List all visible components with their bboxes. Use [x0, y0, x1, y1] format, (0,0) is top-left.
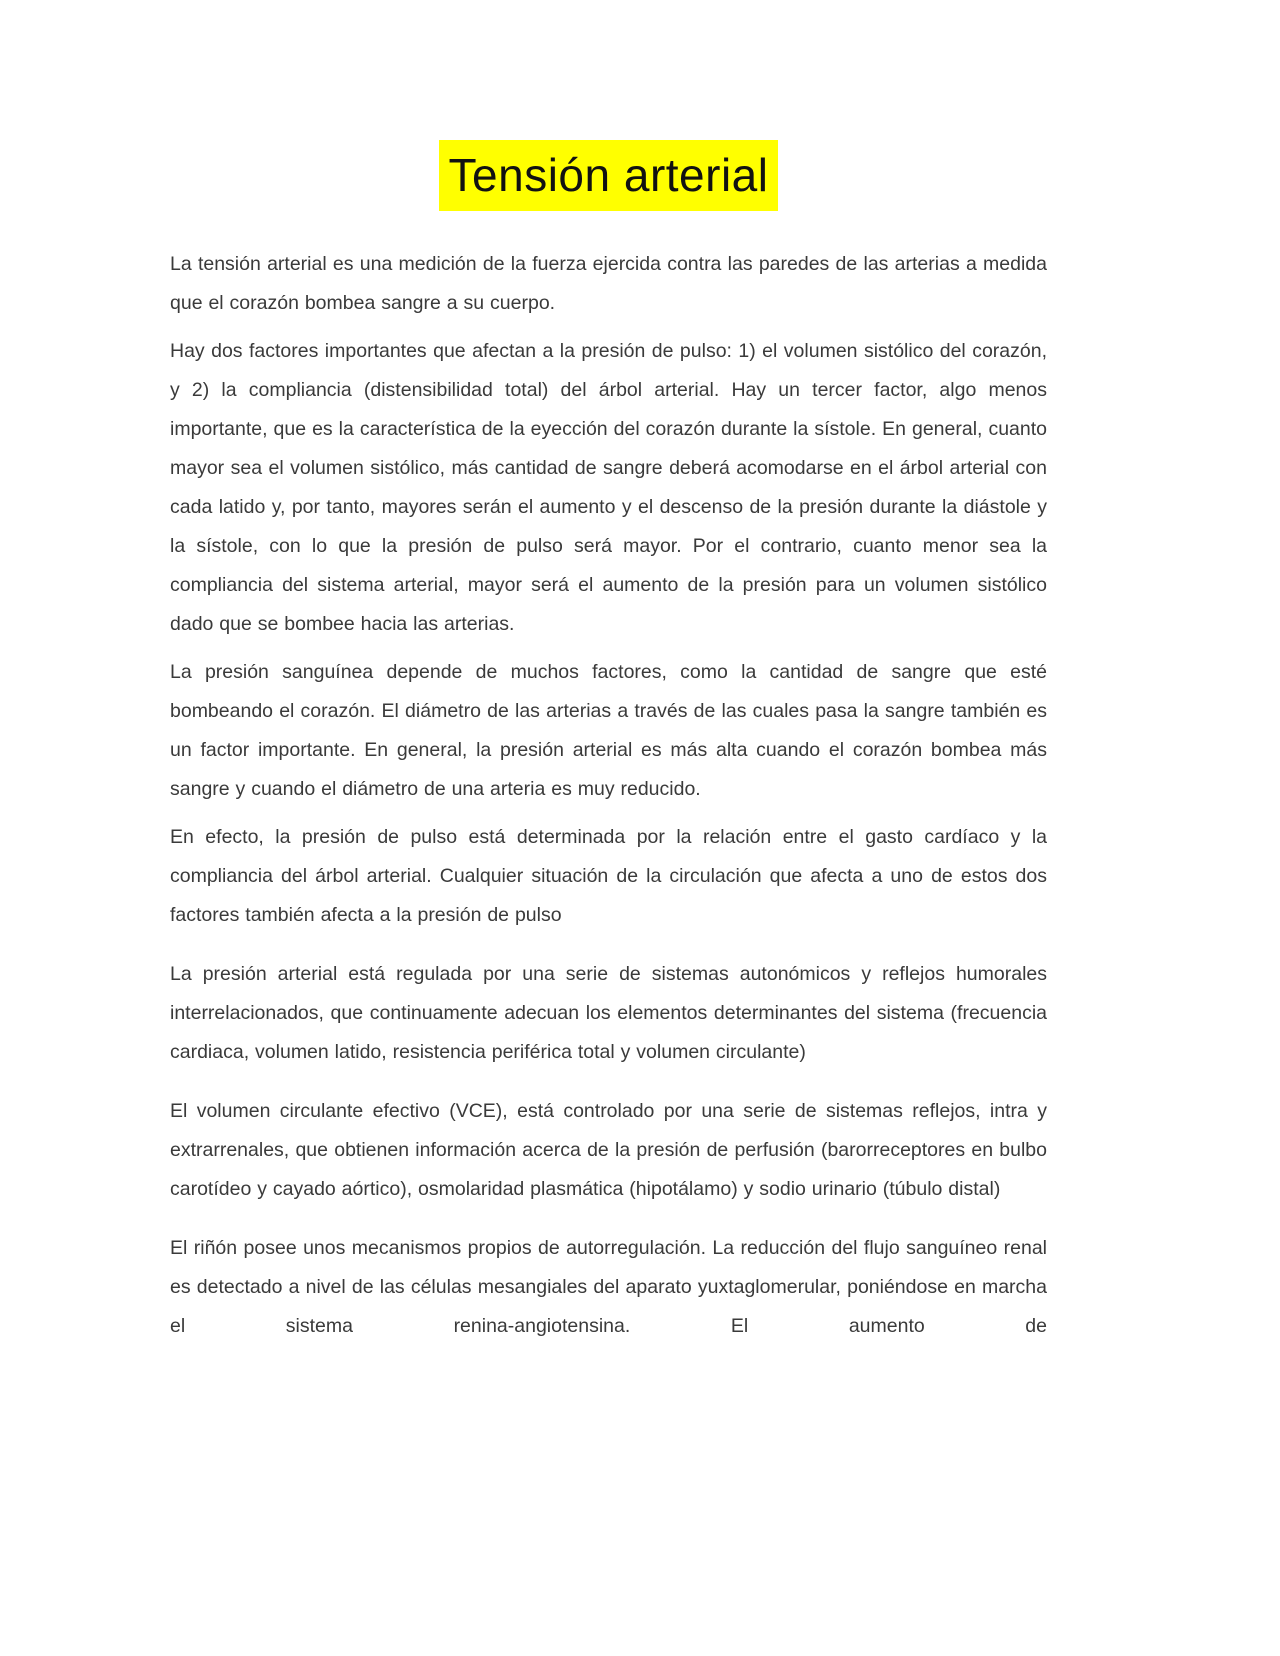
document-page: [170, 140, 1047, 1355]
paragraph-kidney-autoregulation: El riñón posee unos mecanismos propios de autorregulación. La reducción del flujo sanguíneo renal es detectado a nivel de las células mesangiales del aparato yuxtaglomerular, poniéndose en marcha el sistema renina-angiotensina. El aumento de: [170, 1236, 1047, 1337]
paragraph-pulse-pressure-factors: Hay dos factores importantes que afectan a la presión de pulso: 1) el volumen sistólico del corazón, y 2) la compliancia (distensibilidad total) del árbol arterial. Hay un tercer factor, algo menos importante, que es la característica de la eyección del corazón durante la sístole. En general, cuanto mayor sea el volumen sistólico, más cantidad de sangre deberá acomodarse en el árbol arterial con cada latido y, por tanto, mayores serán el aumento y el descenso de la presión durante la diástole y la sístole, con lo que la presión de pulso será mayor. Por el contrario, cuanto menor sea la compliancia del sistema arterial, mayor será el aumento de la presión para un volumen sistólico dado que se bombee hacia las arterias.: [170, 339, 1047, 635]
paragraph-intro: La tensión arterial es una medición de la fuerza ejercida contra las paredes de las arterias a medida que el corazón bombea sangre a su cuerpo.: [170, 252, 1047, 314]
title-highlight: Tensión arterial: [439, 140, 779, 211]
paragraph-blood-pressure-dependence: La presión sanguínea depende de muchos factores, como la cantidad de sangre que esté bombeando el corazón. El diámetro de las arterias a través de las cuales pasa la sangre también es un factor importante. En general, la presión arterial es más alta cuando el corazón bombea más sangre y cuando el diámetro de una arteria es muy reducido.: [170, 660, 1047, 800]
paragraph-cardiac-output-compliance: En efecto, la presión de pulso está determinada por la relación entre el gasto cardíaco y la compliancia del árbol arterial. Cualquier situación de la circulación que afecta a uno de estos dos factores también afecta a la presión de pulso: [170, 825, 1047, 926]
paragraph-effective-circulating-volume: El volumen circulante efectivo (VCE), está controlado por una serie de sistemas reflejos, intra y extrarrenales, que obtienen información acerca de la presión de perfusión (barorreceptores en bulbo carotídeo y cayado aórtico), osmolaridad plasmática (hipotálamo) y sodio urinario (túbulo distal): [170, 1099, 1047, 1200]
page-title: [170, 140, 1047, 211]
paragraph-regulation-systems: La presión arterial está regulada por una serie de sistemas autonómicos y reflejos humorales interrelacionados, que continuamente adecuan los elementos determinantes del sistema (frecuencia cardiaca, volumen latido, resistencia periférica total y volumen circulante): [170, 962, 1047, 1063]
